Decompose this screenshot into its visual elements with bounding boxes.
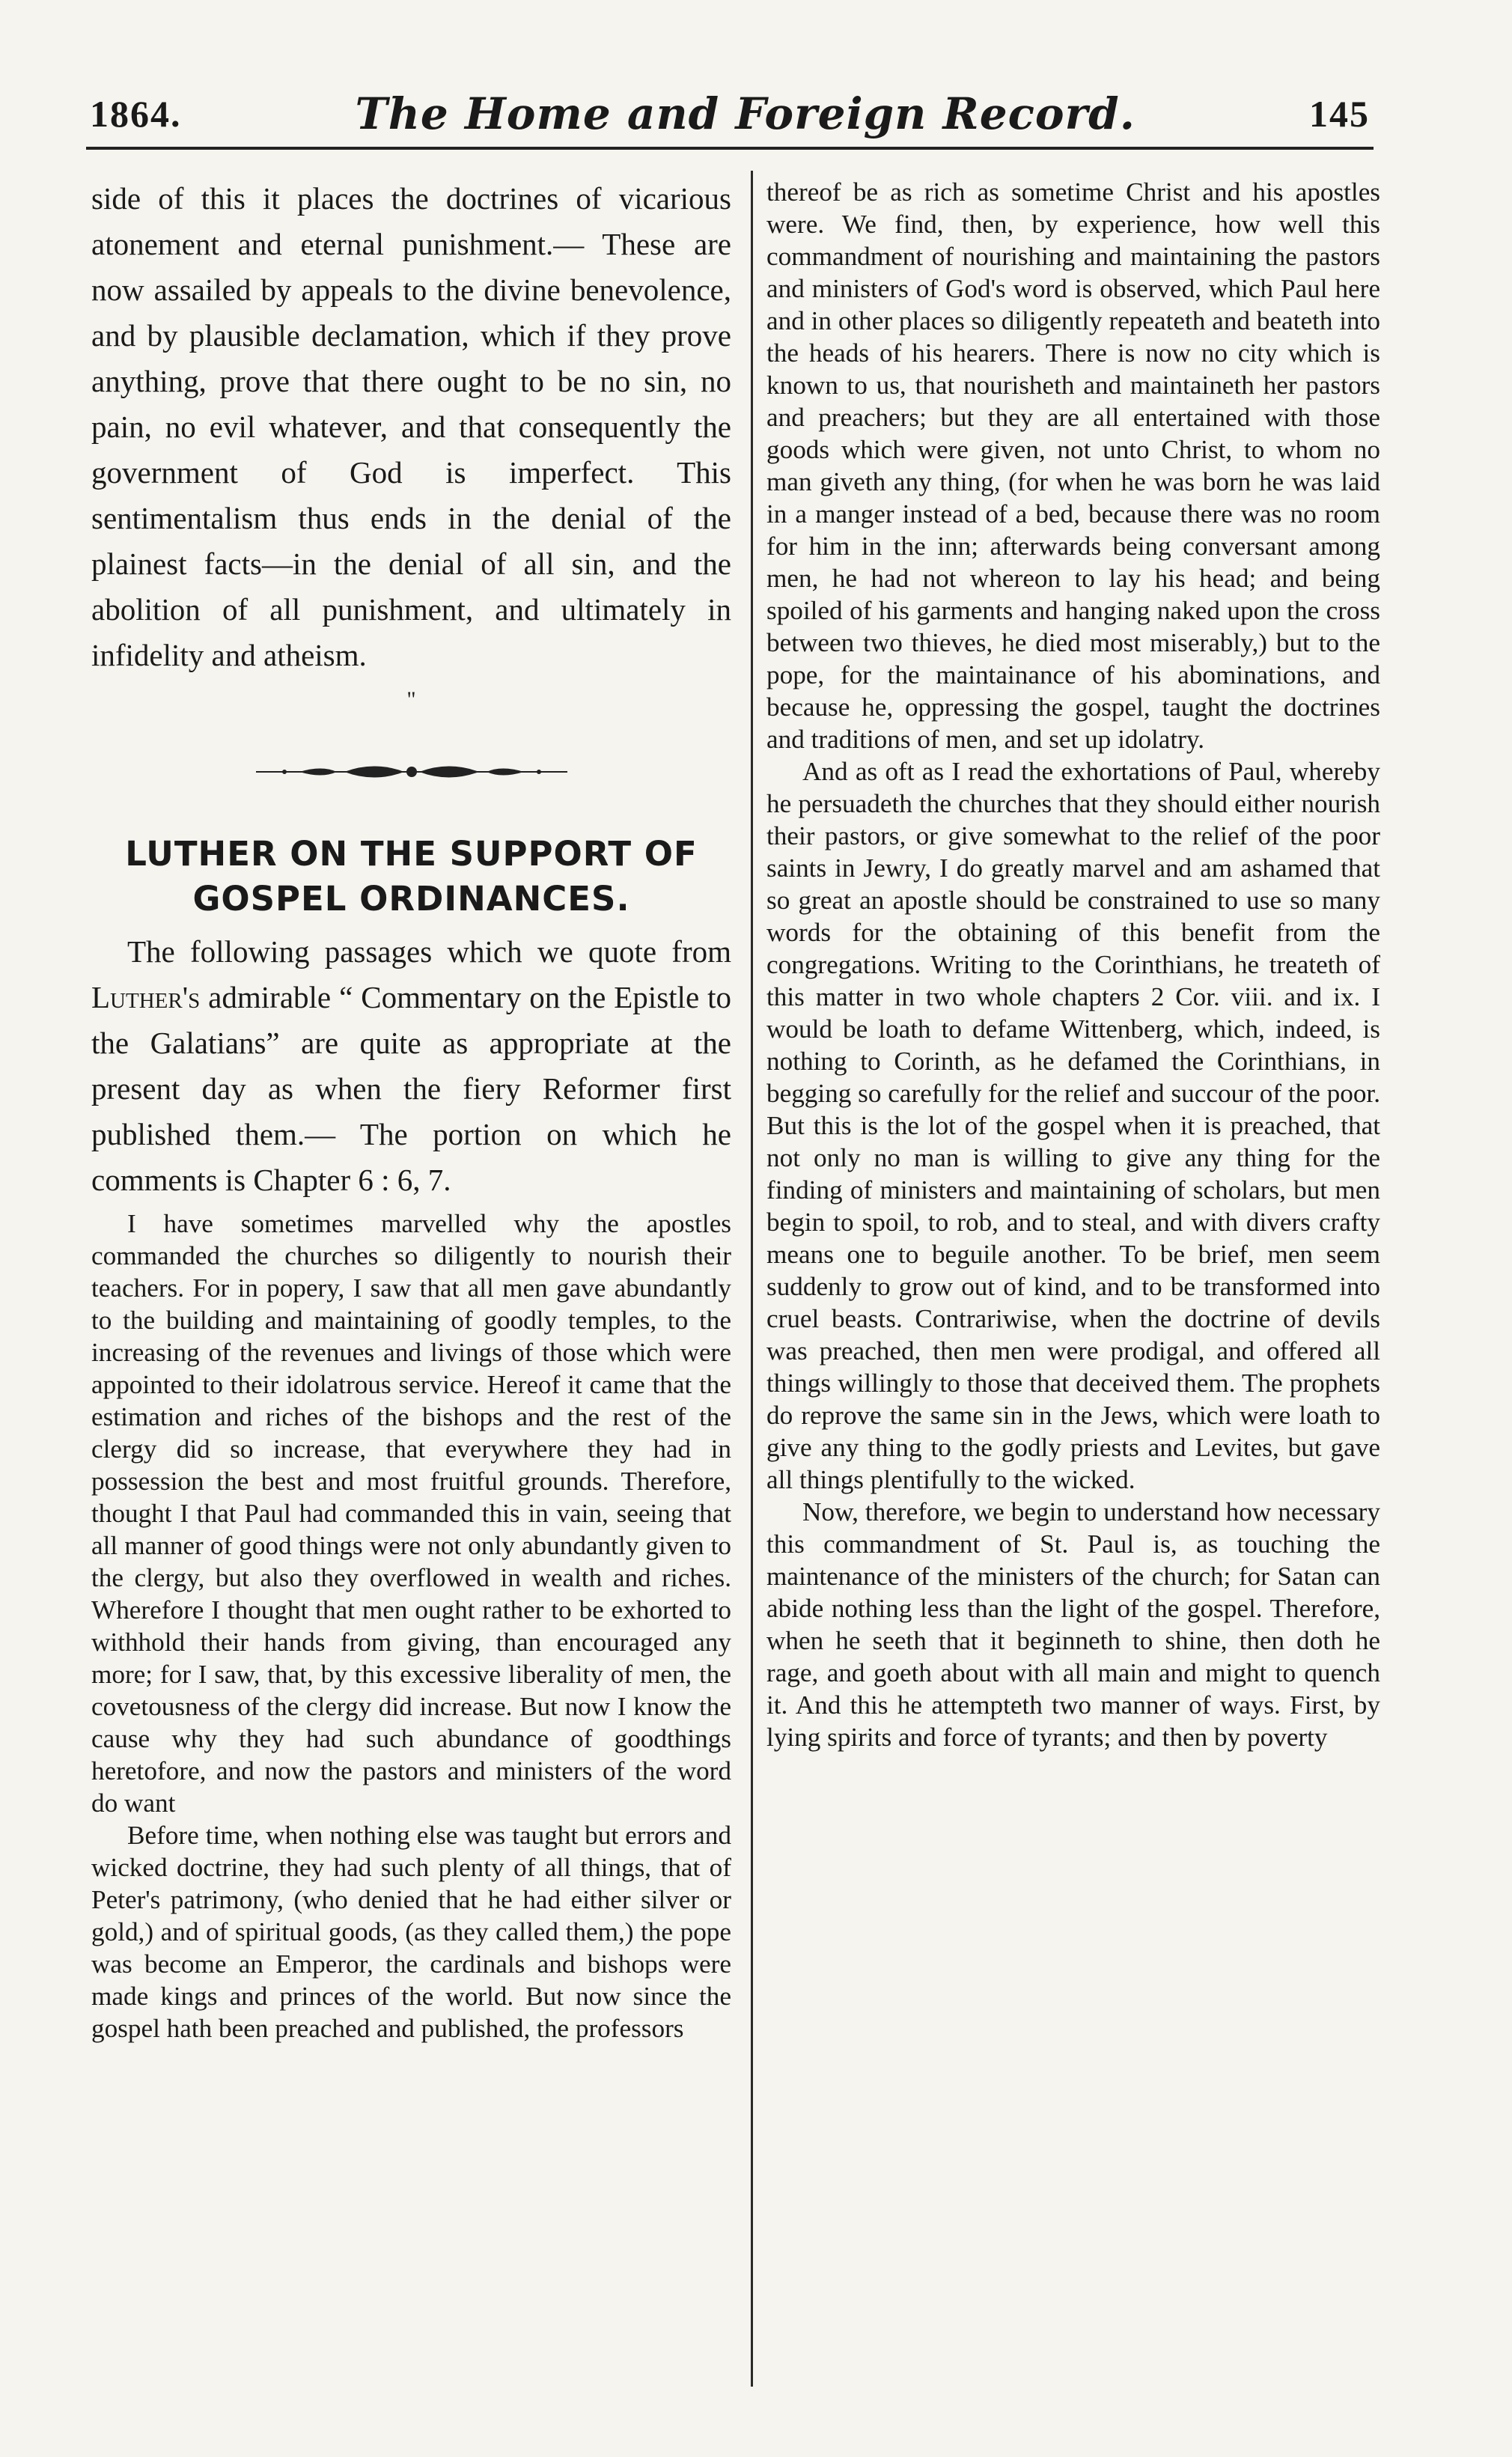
body-paragraph: thereof be as rich as sometime Christ and his apostles were. We find, then, by experience, how well this commandment of nourishing and maintaining the pastors and ministers of God's word is observed, which Paul here and in other places so diligently repeateth and beateth into the heads of his hearers. There is now no city which is known to us, that nourisheth and maintaineth her pastors and preachers; but they are all entertained with those goods which were given, not unto Christ, to whom no man giveth any thing, (for when he was born he was laid in a manger instead of a bed, because there was no room for him in the inn; afterwards being conversant among men, he had not whereon to lay his head; and being spoiled of his garments and hanging naked upon the cross between two thieves, he died most miserably,) but to the pope, for the maintainance of his abominations, and because he, oppressing the gospel, taught the doctrines and traditions of men, and set up idolatry. <box>766 177 1380 754</box>
body-paragraph: Now, therefore, we begin to understand how necessary this commandment of St. Paul is, as touching the maintenance of the ministers of the church; for Satan can abide nothing less than the light of the gospel. Therefore, when he seeth that it beginneth to shine, then doth he rage, and goeth about with all main and might to quench it. And this he attempteth two manner of ways. First, by lying spirits and force of tyrants; and then by poverty <box>766 1497 1380 1752</box>
left-column <box>91 176 731 2045</box>
intro-paragraph: side of this it places the doctrines of vicarious atonement and eternal punishment.— These are now assailed by appeals to the divine benevolence, and by plausible declamation, which if they prove anything, prove that there ought to be no sin, no pain, no evil whatever, and that consequently the government of God is imperfect. This sentimentalism thus ends in the denial of the plainest facts—in the denial of all sin, and the abolition of all punishment, and ultimately in infidelity and atheism. <box>91 181 731 672</box>
author-name: Luther's <box>91 980 201 1014</box>
header-year: 1864. <box>90 93 182 135</box>
article-lead <box>91 929 731 1203</box>
publication-title: The Home and Foreign Record. <box>355 88 1135 139</box>
lead-text-end: admirable “ Commentary on the Epistle to the Galatians” are quite as appropriate at the present day as when the fiery Reformer first published them.— The portion on which he comments is Chapter 6 : 6, 7. <box>91 980 731 1197</box>
header-rule <box>86 147 1374 150</box>
right-column <box>766 176 1380 1753</box>
page-number: 145 <box>1308 93 1370 135</box>
body-paragraph: And as oft as I read the exhortations of Paul, whereby he persuadeth the churches that they should either nourish their pastors, or give somewhat to the relief of the poor saints in Jewry, I do greatly marvel and am ashamed that so great an apostle should be constrained to use so many words for the obtaining of this benefit from the congregations. Writing to the Corinthians, he treateth of this matter in two whole chapters 2 Cor. viii. and ix. I would be loath to defame Wittenberg, which, indeed, is nothing to Corinth, as he defamed the Corinthians, in begging so carefully for the relief and succour of the poor. But this is the lot of the gospel when it is preached, that not only no man is willing to give any thing for the finding of ministers and maintaining of scholars, but men begin to spoil, to rob, and to steal, and with divers crafty means one to beguile another. To be brief, men seem suddenly to grow out of kind, and to be transformed into cruel beasts. Contrariwise, when the doctrine of devils was preached, then men were prodigal, and offered all things willingly to those that deceived them. The prophets do reprove the same sin in the Jews, which were loath to give any thing to the godly priests and Levites, but gave all things plentifully to the wicked. <box>766 757 1380 1494</box>
lead-text-start: The following passages which we quote from <box>127 934 731 969</box>
quoted-passage <box>91 1208 731 2045</box>
column-rule <box>751 171 753 2387</box>
stray-mark: " <box>406 687 416 712</box>
article-heading: LUTHER ON THE SUPPORT OF GOSPEL ORDINANCES. <box>125 834 698 919</box>
quote-paragraph: I have sometimes marvelled why the apostles commanded the churches so diligently to nourish their teachers. For in popery, I saw that all men gave abundantly to the building and maintaining of goodly temples, to the increasing of the revenues and livings of those which were appointed to their idolatrous service. Hereof it came that the estimation and riches of the bishops and the rest of the clergy did so increase, that everywhere they had in possession the best and most fruitful grounds. Therefore, thought I that Paul had commanded this in vain, seeing that all manner of good things were not only abundantly given to the clergy, but also they overflowed in wealth and riches. Wherefore I thought that men ought rather to be exhorted to withhold their hands from giving, than encouraged any more; for I saw, that, by this excessive liberality of men, the covetousness of the clergy did increase. But now I know the cause why they had such abundance of goodthings heretofore, and now the pastors and ministers of the word do want <box>91 1209 731 1818</box>
ornamental-divider-icon <box>91 759 731 788</box>
page-header <box>90 84 1370 144</box>
intro-section <box>91 176 731 678</box>
quote-paragraph: Before time, when nothing else was taught but errors and wicked doctrine, they had such plenty of all things, that of Peter's patrimony, (who denied that he had either silver or gold,) and of spiritual goods, (as they called them,) the pope was become an Emperor, the cardinals and bishops were made kings and princes of the world. But now since the gospel hath been preached and published, the professors <box>91 1821 731 2043</box>
lead-paragraph <box>91 929 731 1203</box>
